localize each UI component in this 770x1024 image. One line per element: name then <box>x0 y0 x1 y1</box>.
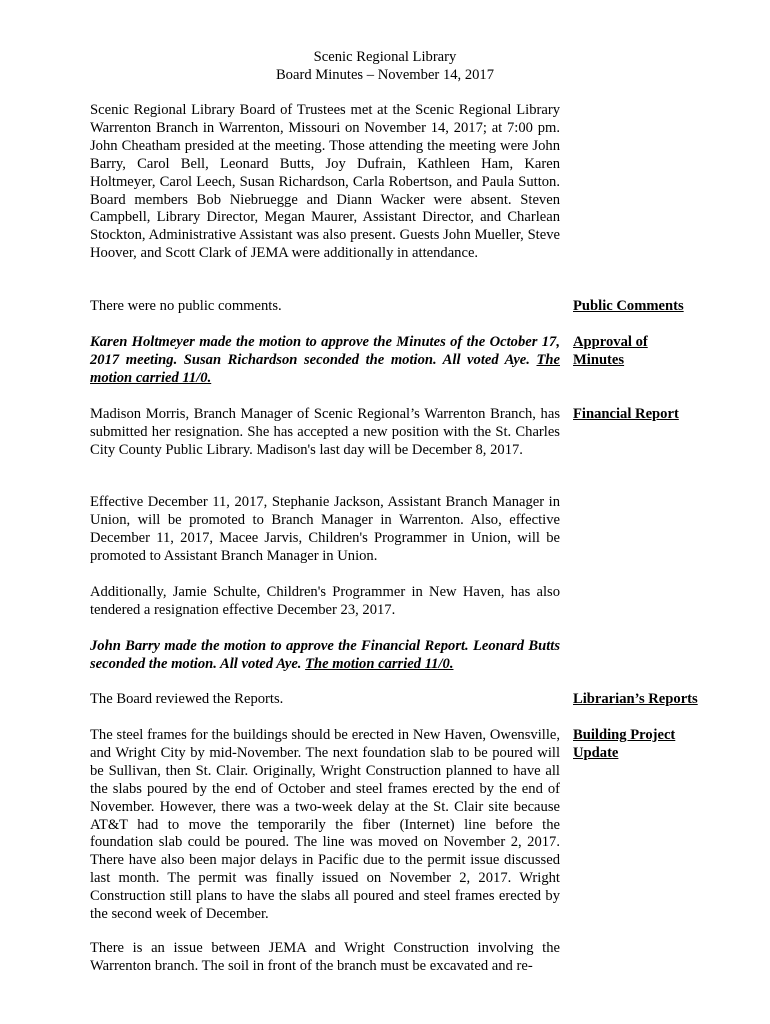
intro-paragraph: Scenic Regional Library Board of Trustees met at the Scenic Regional Library Warrenton Branch in Warrenton, Missouri on November 14, 2017; at 7:00 pm. John Cheatham presided at the meeting. Those attending the meeting were John Barry, Carol Bell, Leonard Butts, Joy Dufrain, Kathleen Ham, Karen Holtmeyer, Carol Leech, Susan Richardson, Carla Robertson, and Paula Sutton. Board members Bob Niebruegge and Diann Wacker were absent. Steven Campbell, Library Director, Megan Maurer, Assistant Director, and Charlean Stockton, Administrative Assistant was also present. Guests John Mueller, Steve Hoover, and Scott Clark of JEMA were additionally in attendance. <box>90 102 560 262</box>
reports-paragraph: The Board reviewed the Reports. <box>90 691 284 707</box>
financial-motion-text: John Barry made the motion to approve the Financial Report. Leonard Butts seconded the motion. All voted Aye. <box>90 638 560 672</box>
financial-paragraph-3: Additionally, Jamie Schulte, Children's Programmer in New Haven, has also tendered a resignation effective December 23, 2017. <box>90 584 560 618</box>
building-paragraph-1: The steel frames for the buildings should be erected in New Haven, Owensville, and Wright City by mid-November. The next foundation slab to be poured will be Sullivan, then St. Clair. Originally, Wright Construction planned to have all the slabs poured by the end of October and steel frames erected by the end of November. However, there was a two-week delay at the St. Clair site because AT&T had to move the temporarily the fiber (Internet) line before the foundation slab could be poured. The line was moved on November 2, 2017. There have also been major delays in Pacific due to the permit issue discussed last month. The permit was finally issued on November 2, 2017. Wright Construction still plans to have the slabs all poured and steel frames erected by the second week of December. <box>90 727 560 923</box>
approval-heading-line1: Approval of <box>573 334 648 350</box>
side-heading-approval-of-minutes <box>573 334 753 370</box>
building-paragraph-2: There is an issue between JEMA and Wright Construction involving the Warrenton branch. The soil in front of the branch must be excavated and re- <box>90 940 560 974</box>
financial-paragraph-2: Effective December 11, 2017, Stephanie Jackson, Assistant Branch Manager in Union, will be promoted to Branch Manager in Warrenton. Also, effective December 11, 2017, Macee Jarvis, Children's Programmer in Union, will be promoted to Assistant Branch Manager in Union. <box>90 494 560 564</box>
library-name: Scenic Regional Library <box>313 49 457 65</box>
building-heading-line2: Update <box>573 744 619 761</box>
side-heading-public-comments: Public Comments <box>573 298 684 314</box>
financial-motion-result: The motion carried 11/0. <box>305 655 454 672</box>
public-comments-paragraph: There were no public comments. <box>90 298 282 314</box>
minutes-motion-paragraph <box>90 334 560 388</box>
building-heading-line1: Building Project <box>573 727 676 743</box>
minutes-motion-result: The motion carried 11/0. <box>90 351 560 386</box>
side-heading-building-project-update <box>573 727 753 763</box>
side-heading-financial-report: Financial Report <box>573 406 679 422</box>
minutes-title: Board Minutes – November 14, 2017 <box>275 67 495 83</box>
side-heading-librarians-reports: Librarian’s Reports <box>573 691 698 707</box>
financial-paragraph-1: Madison Morris, Branch Manager of Scenic Regional’s Warrenton Branch, has submitted her resignation. She has accepted a new position with the St. Charles City County Public Library. Madison's last day will be December 8, 2017. <box>90 406 560 458</box>
financial-motion-paragraph <box>90 638 560 674</box>
minutes-motion-text: Karen Holtmeyer made the motion to approve the Minutes of the October 17, 2017 meeting. Susan Richardson seconded the motion. All voted Aye. <box>90 334 560 368</box>
approval-heading-line2: Minutes <box>573 351 625 368</box>
document-header <box>90 48 680 84</box>
